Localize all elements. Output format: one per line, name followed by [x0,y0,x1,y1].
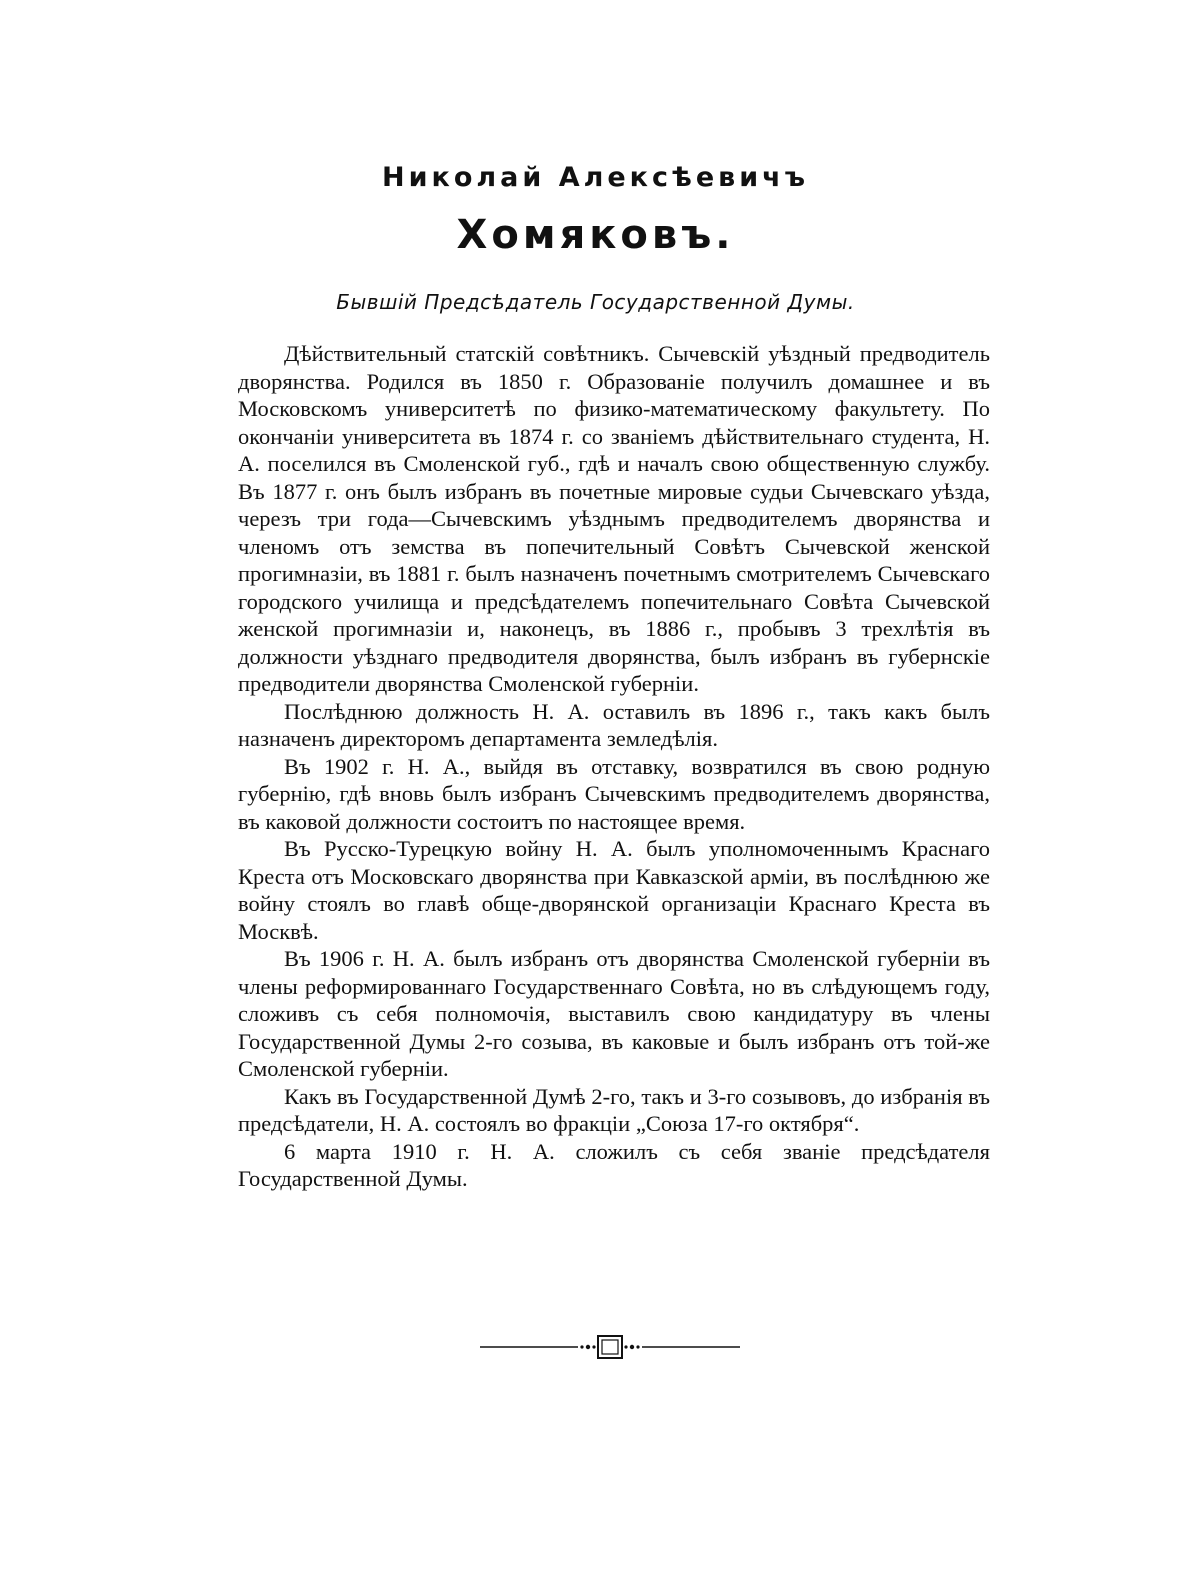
paragraph-faction: Какъ въ Государственной Думѣ 2-го, такъ и 3-го созывовъ, до избранія въ предсѣдатели, Н. А. состоялъ во фракціи „Союза 17-го октября“. [238,1083,990,1136]
paragraph-resignation: 6 марта 1910 г. Н. А. сложилъ съ себя званіе предсѣдателя Государственной Думы. [238,1138,990,1191]
person-name: Николай Алексѣевичъ [381,162,810,193]
paragraph-retirement: Въ 1902 г. Н. А., выйдя въ отставку, возвратился въ свою родную губернію, гдѣ вновь былъ избранъ Сычевскимъ предводителемъ дворянства, въ каковой должности состоитъ по настоящее время. [238,753,990,834]
paragraph-state-council: Въ 1906 г. Н. А. былъ избранъ отъ дворянства Смоленской губерніи въ члены реформированнаго Государственнаго Совѣта, но въ слѣдующемъ году, сложивъ съ себя полномочія, выставилъ свою кандидатуру въ члены Государственной Думы 2-го созыва, въ каковые и былъ избранъ отъ той-же Смоленской губерніи. [238,946,990,1081]
paragraph-career: Дѣйствительный статскій совѣтникъ. Сычевскій уѣздный предводитель дворянства. Родился въ 1850 г. Образованіе получилъ домашнее и въ Московскомъ университетѣ по физико-математическому факультету. По окончаніи университета въ 1874 г. со званіемъ дѣйствительнаго студента, Н. А. поселился въ Смоленской губ., гдѣ и началъ свою общественную службу. Въ 1877 г. онъ былъ избранъ въ почетные мировые судьи Сычевскаго уѣзда, черезъ три года—Сычевскимъ уѣзднымъ предводителемъ дворянства и членомъ отъ земства въ попечительный Совѣтъ Сычевской женской прогимназіи, въ 1881 г. былъ назначенъ почетнымъ смотрителемъ Сычевскаго городского училища и предсѣдателемъ попечительнаго Совѣта Сычевской женской прогимназіи и, наконецъ, въ 1886 г., пробывъ 3 трехлѣтія въ должности уѣзднаго предводителя дворянства, былъ избранъ въ губернскіе предводители дворянства Смоленской губерніи. [238,341,990,696]
biography-text [238,340,990,1193]
paragraph-red-cross: Въ Русско-Турецкую войну Н. А. былъ уполномоченнымъ Краснаго Креста отъ Московскаго дворянства при Кавказской арміи, въ послѣднюю же войну стоялъ во главѣ обще-дворянской организаціи Краснаго Креста въ Москвѣ. [238,836,990,944]
person-title: Бывшій Предсѣдатель Государственной Думы. [336,290,855,314]
person-surname: Хомяковъ. [456,212,735,258]
paragraph-department: Послѣднюю должность Н. А. оставилъ въ 1896 г., такъ какъ былъ назначенъ директоромъ департамента земледѣлія. [238,698,990,751]
decorative-divider-icon [480,1332,740,1362]
